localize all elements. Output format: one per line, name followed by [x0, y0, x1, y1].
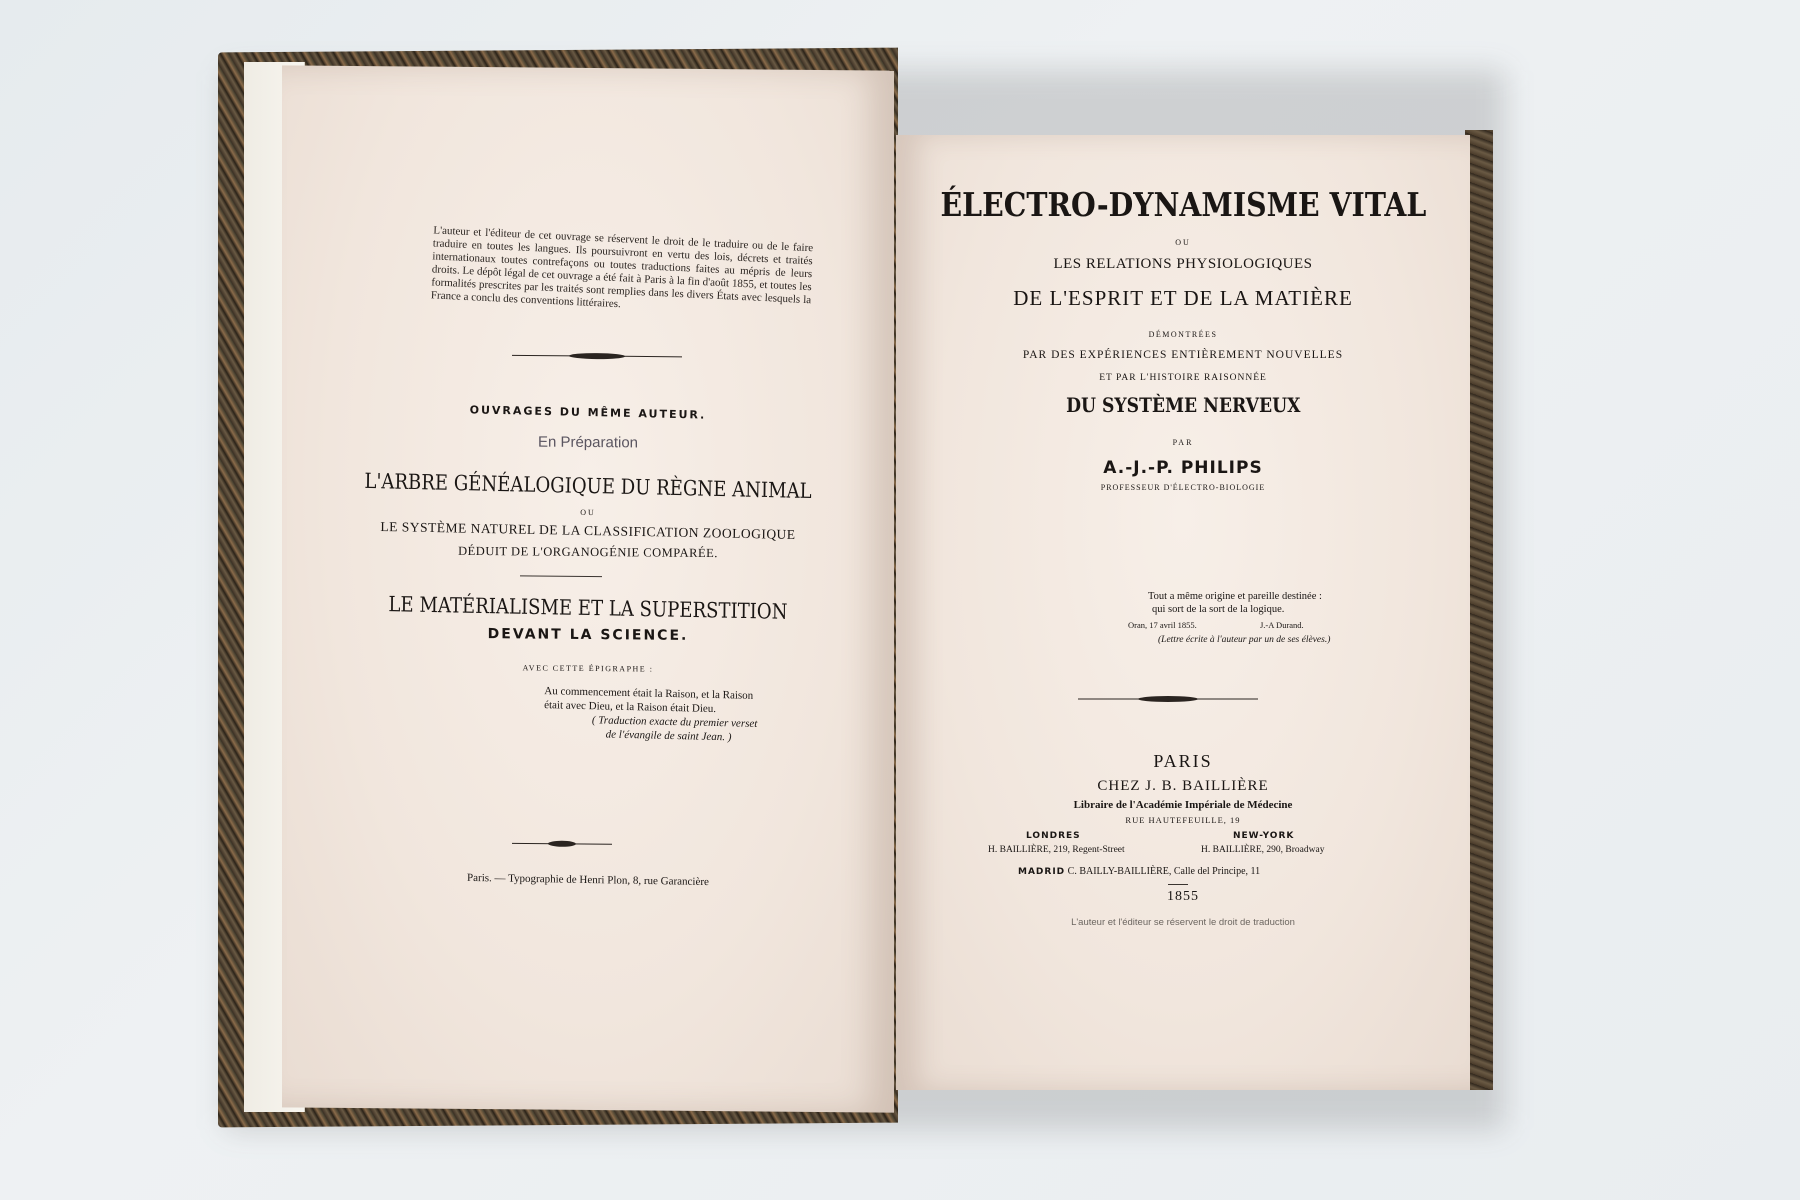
work2-title: LE MATÉRIALISME ET LA SUPERSTITION — [388, 592, 788, 624]
quote-place: Oran, 17 avril 1855. — [1128, 620, 1197, 630]
work1-title: L'ARBRE GÉNÉALOGIQUE DU RÈGNE ANIMAL — [364, 468, 812, 504]
publisher-desc: Libraire de l'Académie Impériale de Médecine — [1073, 799, 1293, 811]
epigraph-intro: AVEC CETTE ÉPIGRAPHE : — [522, 663, 654, 674]
work1-subtitle-2: DÉDUIT DE L'ORGANOGÉNIE COMPARÉE. — [458, 543, 718, 561]
epigraph-note-1: ( Traduction exacte du premier verset — [591, 714, 758, 730]
madrid-address: C. BAILLY-BAILLIÈRE, Calle del Principe, 11 — [1067, 866, 1261, 877]
year-rule — [1168, 884, 1188, 885]
london-label: LONDRES — [1026, 831, 1081, 841]
newyork-label: NEW-YORK — [1233, 831, 1295, 841]
madrid-label: MADRID — [1018, 867, 1066, 877]
publisher-address: RUE HAUTEFEUILLE, 19 — [1125, 815, 1241, 825]
epigraph-line-2: était avec Dieu, et la Raison était Dieu. — [544, 699, 717, 716]
author-title: PROFESSEUR D'ÉLECTRO-BIOLOGIE — [1100, 483, 1266, 492]
divider-rule — [520, 575, 602, 577]
work1-ou: OU — [580, 507, 596, 518]
subtitle-1: LES RELATIONS PHYSIOLOGIQUES — [1053, 256, 1313, 272]
copyright-notice: L'auteur et l'éditeur de cet ouvrage se réservent le droit de le traduire ou de le faire traduire en toutes les langues. Ils poursuivront en vertu des lois, décrets et traités internationaux toutes contrefaçons ou toutes traductions faites au mépris de leurs droits. Le dépôt légal de cet ouvrage a été fait à Paris à la fin d'août 1855, et toutes les formalités prescrites par les traités sont remplies dans les divers États avec lesquels la France a conclu des conventions littéraires. — [430, 224, 814, 311]
line-histoire: ET PAR L'HISTOIRE RAISONNÉE — [1099, 373, 1267, 383]
systeme-nerveux: DU SYSTÈME NERVEUX — [1065, 393, 1301, 417]
ornament-divider-icon-2 — [282, 835, 894, 852]
printer-line: Paris. — Typographie de Henri Plon, 8, rue Garancière — [467, 871, 709, 889]
ornament-divider-icon-3 — [896, 693, 1470, 705]
par: PAR — [1172, 438, 1194, 447]
work1-subtitle: LE SYSTÈME NATUREL DE LA CLASSIFICATION ZOOLOGIQUE — [380, 519, 796, 542]
demontrees: DÉMONTRÉES — [1148, 330, 1218, 339]
year: 1855 — [1167, 889, 1199, 904]
left-page — [282, 65, 894, 1112]
madrid-line — [1018, 866, 1260, 877]
quote-note: (Lettre écrite à l'auteur par un de ses élèves.) — [1158, 635, 1331, 645]
london-address: H. BAILLIÈRE, 219, Regent-Street — [988, 845, 1125, 855]
subtitle-2: DE L'ESPRIT ET DE LA MATIÈRE — [1013, 286, 1353, 310]
author-name: A.-J.-P. PHILIPS — [1103, 458, 1263, 478]
quote-line-2: qui sort de la sort de la logique. — [1152, 604, 1285, 615]
line-experiences: PAR DES EXPÉRIENCES ENTIÈREMENT NOUVELLES — [1022, 349, 1344, 361]
right-page — [896, 135, 1470, 1090]
rights-line: L'auteur et l'éditeur se réservent le droit de traduction — [1071, 917, 1295, 928]
epigraph-note-2: de l'évangile de saint Jean. ) — [605, 728, 732, 744]
city: PARIS — [1153, 751, 1213, 771]
book-title: ÉLECTRO-DYNAMISME VITAL — [940, 185, 1426, 224]
title-ou: OU — [1175, 238, 1191, 247]
publisher: CHEZ J. B. BAILLIÈRE — [1097, 778, 1269, 794]
ornament-divider-icon — [282, 347, 894, 364]
work2-subtitle: DEVANT LA SCIENCE. — [487, 626, 689, 644]
newyork-address: H. BAILLIÈRE, 290, Broadway — [1201, 845, 1325, 855]
quote-author: J.-A Durand. — [1260, 620, 1304, 630]
quote-line-1: Tout a même origine et pareille destinée : — [1148, 591, 1322, 602]
stamp-en-preparation: En Préparation — [537, 433, 639, 452]
epigraph-line-1: Au commencement était la Raison, et la Raison — [544, 685, 754, 702]
section-heading: OUVRAGES DU MÊME AUTEUR. — [469, 403, 707, 422]
epigraph — [544, 684, 758, 745]
